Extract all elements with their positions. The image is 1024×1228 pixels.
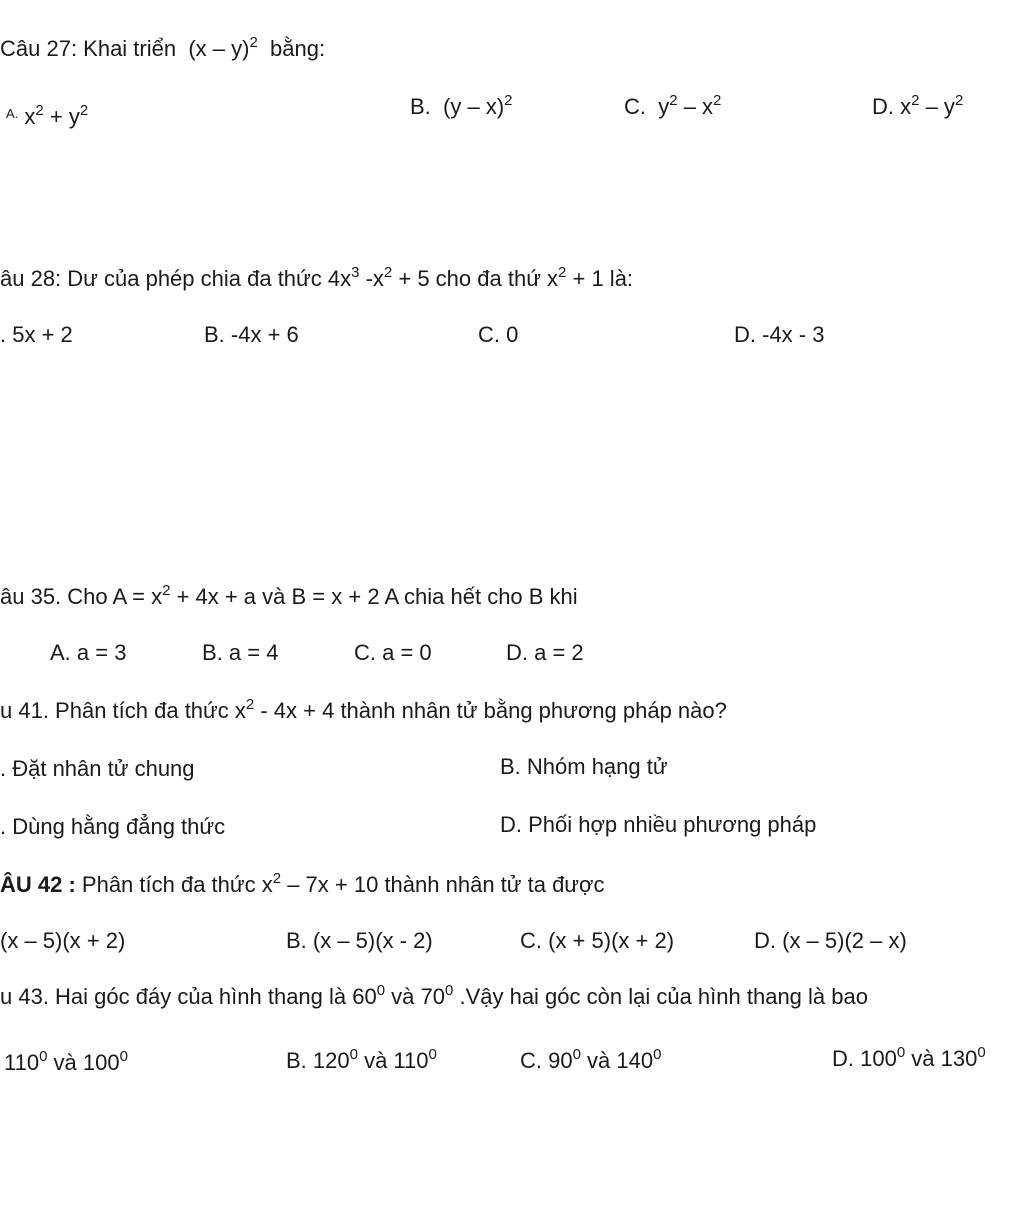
question-42-title: ÂU 42 : Phân tích đa thức $x^2 - 7x + 10$ thành nhân tử ta được [0,870,605,897]
question-27-title: Câu 27: Khai triển (x – y)$^2$ bằng: [0,34,326,61]
q43-option-c: C. $90^0$ và $140^0$ [520,1046,662,1073]
question-28-title: âu 28: Dư của phép chia đa thức $4x^3$ $-x^2 + 5$ cho đa thứ $x^2 + 1$ là: [0,264,634,291]
q43-option-a: $110^0$ và $100^0$ [4,1048,128,1075]
question-43-title: u 43. Hai góc đáy của hình thang là $60^0$ và $70^0$ .Vậy hai góc còn lại của hình thang là bao [0,984,868,1009]
q41-option-d: D. Phối hợp nhiều phương pháp [500,812,817,837]
q41-option-a: . Đặt nhân tử chung [0,756,195,781]
q28-option-c: C. 0 [478,322,519,347]
q28-option-a: . 5x + 2 [0,322,73,347]
q41-option-b: B. Nhóm hạng tử [500,754,668,779]
q27-option-c: C. $y^2 - x^2$ [624,92,722,119]
question-35-title: âu 35. Cho $A = x^2 + 4x + a$ và B = x + 2 A chia hết cho B khi [0,582,578,609]
q42-option-a: (x – 5)(x + 2) [0,928,126,953]
q28-option-b: B. -4x + 6 [204,322,299,347]
q27-option-b: B. (y – x)$^2$ [410,92,513,119]
q27-option-d: D. $x^2 - y^2$ [872,92,964,119]
q41-option-c: . Dùng hằng đẳng thức [0,814,226,839]
q35-option-d: D. a = 2 [506,640,584,665]
q42-option-c: C. (x + 5)(x + 2) [520,928,675,953]
q43-option-d: D. $100^0$ và $130^0$ [832,1044,986,1071]
q28-option-d: D. -4x - 3 [734,322,825,347]
q42-option-d: D. (x – 5)(2 – x) [754,928,907,953]
q43-option-b: B. $120^0$ và $110^0$ [286,1046,437,1073]
q35-option-c: C. a = 0 [354,640,432,665]
q27-option-a: $^{A.}$ $x^2 + y^2$ [6,102,89,129]
q35-option-b: B. a = 4 [202,640,279,665]
q42-option-b: B. (x – 5)(x - 2) [286,928,433,953]
q35-option-a: A. a = 3 [50,640,127,665]
question-41-title: u 41. Phân tích đa thức $x^2 - 4x + 4$ thành nhân tử bằng phương pháp nào? [0,696,727,723]
